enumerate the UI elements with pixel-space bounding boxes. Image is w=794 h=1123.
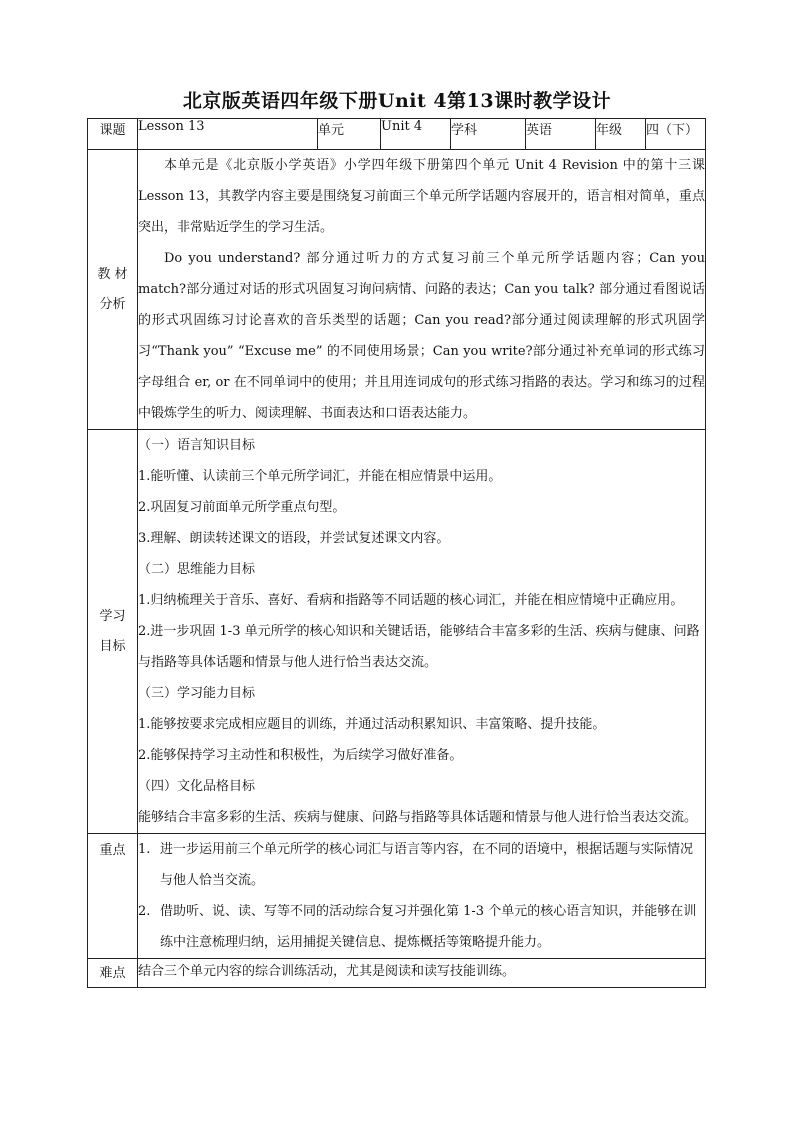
key-point-number: 1.	[138, 842, 151, 857]
objective-line: 2.能够保持学习主动性和积极性，为后续学习做好准备。	[138, 748, 463, 763]
key-points-content	[138, 834, 706, 959]
objective-line: （一）语言知识目标	[138, 438, 256, 453]
analysis-paragraph-2: Do you understand? 部分通过听力的方式复习前三个单元所学话题内容；Can you match?部分通过对话的形式巩固复习询问病情、问路的表达；Can you talk? 部分通过看图说话的形式巩固练习讨论喜欢的音乐类型的话题；Can you read?部分通过阅读理解的形式巩固学习“Thank you” “Excuse me” 的不同使用场景；Can you write?部分通过补充单词的形式练习字母组合 er, or 在不同单词中的使用；并且用连词成句的形式练习指路的表达。学习和练习的过程中锻炼学生的听力、阅读理解、书面表达和口语表达能力。	[138, 251, 705, 421]
header-row	[88, 119, 706, 150]
key-points-row	[88, 834, 706, 959]
objective-line: 3.理解、朗读转述课文的语段，并尝试复述课文内容。	[138, 531, 450, 546]
analysis-label	[88, 150, 138, 430]
difficulties-row	[88, 959, 706, 988]
difficulties-label: 难点	[88, 959, 138, 988]
lesson-plan-table	[87, 118, 706, 988]
grade-value: 四（下）	[646, 119, 706, 150]
analysis-label-line2: 分析	[99, 296, 126, 312]
objective-line: （二）思维能力目标	[138, 562, 256, 577]
objectives-label	[88, 430, 138, 834]
objective-line: （三）学习能力目标	[138, 686, 256, 701]
key-point-item	[138, 896, 705, 958]
subject-label: 学科	[451, 119, 526, 150]
key-point-item	[138, 834, 705, 896]
page-title: 北京版英语四年级下册Unit 4第13课时教学设计	[182, 90, 612, 112]
objective-line: 2.进一步巩固 1-3 单元所学的核心知识和关键话语，能够结合丰富多彩的生活、疾病与健康、问路与指路等具体话题和情景与他人进行恰当表达交流。	[138, 624, 700, 670]
analysis-row	[88, 150, 706, 430]
topic-label: 课题	[88, 119, 138, 150]
key-point-text: 进一步运用前三个单元所学的核心词汇与语言等内容，在不同的语境中，根据话题与实际情况与他人恰当交流。	[160, 842, 694, 888]
objectives-label-line1: 学习	[99, 608, 126, 624]
objective-line: （四）文化品格目标	[138, 779, 256, 794]
subject-value: 英语	[526, 119, 596, 150]
objectives-label-line2: 目标	[99, 638, 126, 654]
objectives-row	[88, 430, 706, 834]
objective-line: 2.巩固复习前面单元所学重点句型。	[138, 500, 346, 515]
analysis-label-line1: 教 材	[97, 266, 128, 282]
key-point-number: 2.	[138, 904, 151, 919]
unit-label: 单元	[318, 119, 381, 150]
key-points-label: 重点	[88, 834, 138, 959]
objective-line: 1.能够按要求完成相应题目的训练，并通过活动积累知识、丰富策略、提升技能。	[138, 717, 606, 732]
objectives-content	[138, 430, 706, 834]
key-point-text: 借助听、说、读、写等不同的活动综合复习并强化第 1-3 个单元的核心语言知识，并能够在训练中注意梳理归纳，运用捕捉关键信息、提炼概括等策略提升能力。	[160, 904, 697, 950]
grade-label: 年级	[596, 119, 646, 150]
analysis-paragraph-1: 本单元是《北京版小学英语》小学四年级下册第四个单元 Unit 4 Revision 中的第十三课 Lesson 13，其教学内容主要是围绕复习前面三个单元所学话题内容展开的，语言相对简单，重点突出，非常贴近学生的学习生活。	[138, 158, 705, 235]
objective-line: 1.归纳梳理关于音乐、喜好、看病和指路等不同话题的核心词汇，并能在相应情境中正确应用。	[138, 593, 684, 608]
objective-line: 能够结合丰富多彩的生活、疾病与健康、问路与指路等具体话题和情景与他人进行恰当表达交流。	[138, 810, 698, 825]
topic-value: Lesson 13	[138, 119, 318, 150]
difficulties-text: 结合三个单元内容的综合训练活动，尤其是阅读和读写技能训练。	[138, 959, 706, 988]
analysis-content	[138, 150, 706, 430]
objective-line: 1.能听懂、认读前三个单元所学词汇，并能在相应情景中运用。	[138, 469, 502, 484]
unit-value: Unit 4	[381, 119, 451, 150]
